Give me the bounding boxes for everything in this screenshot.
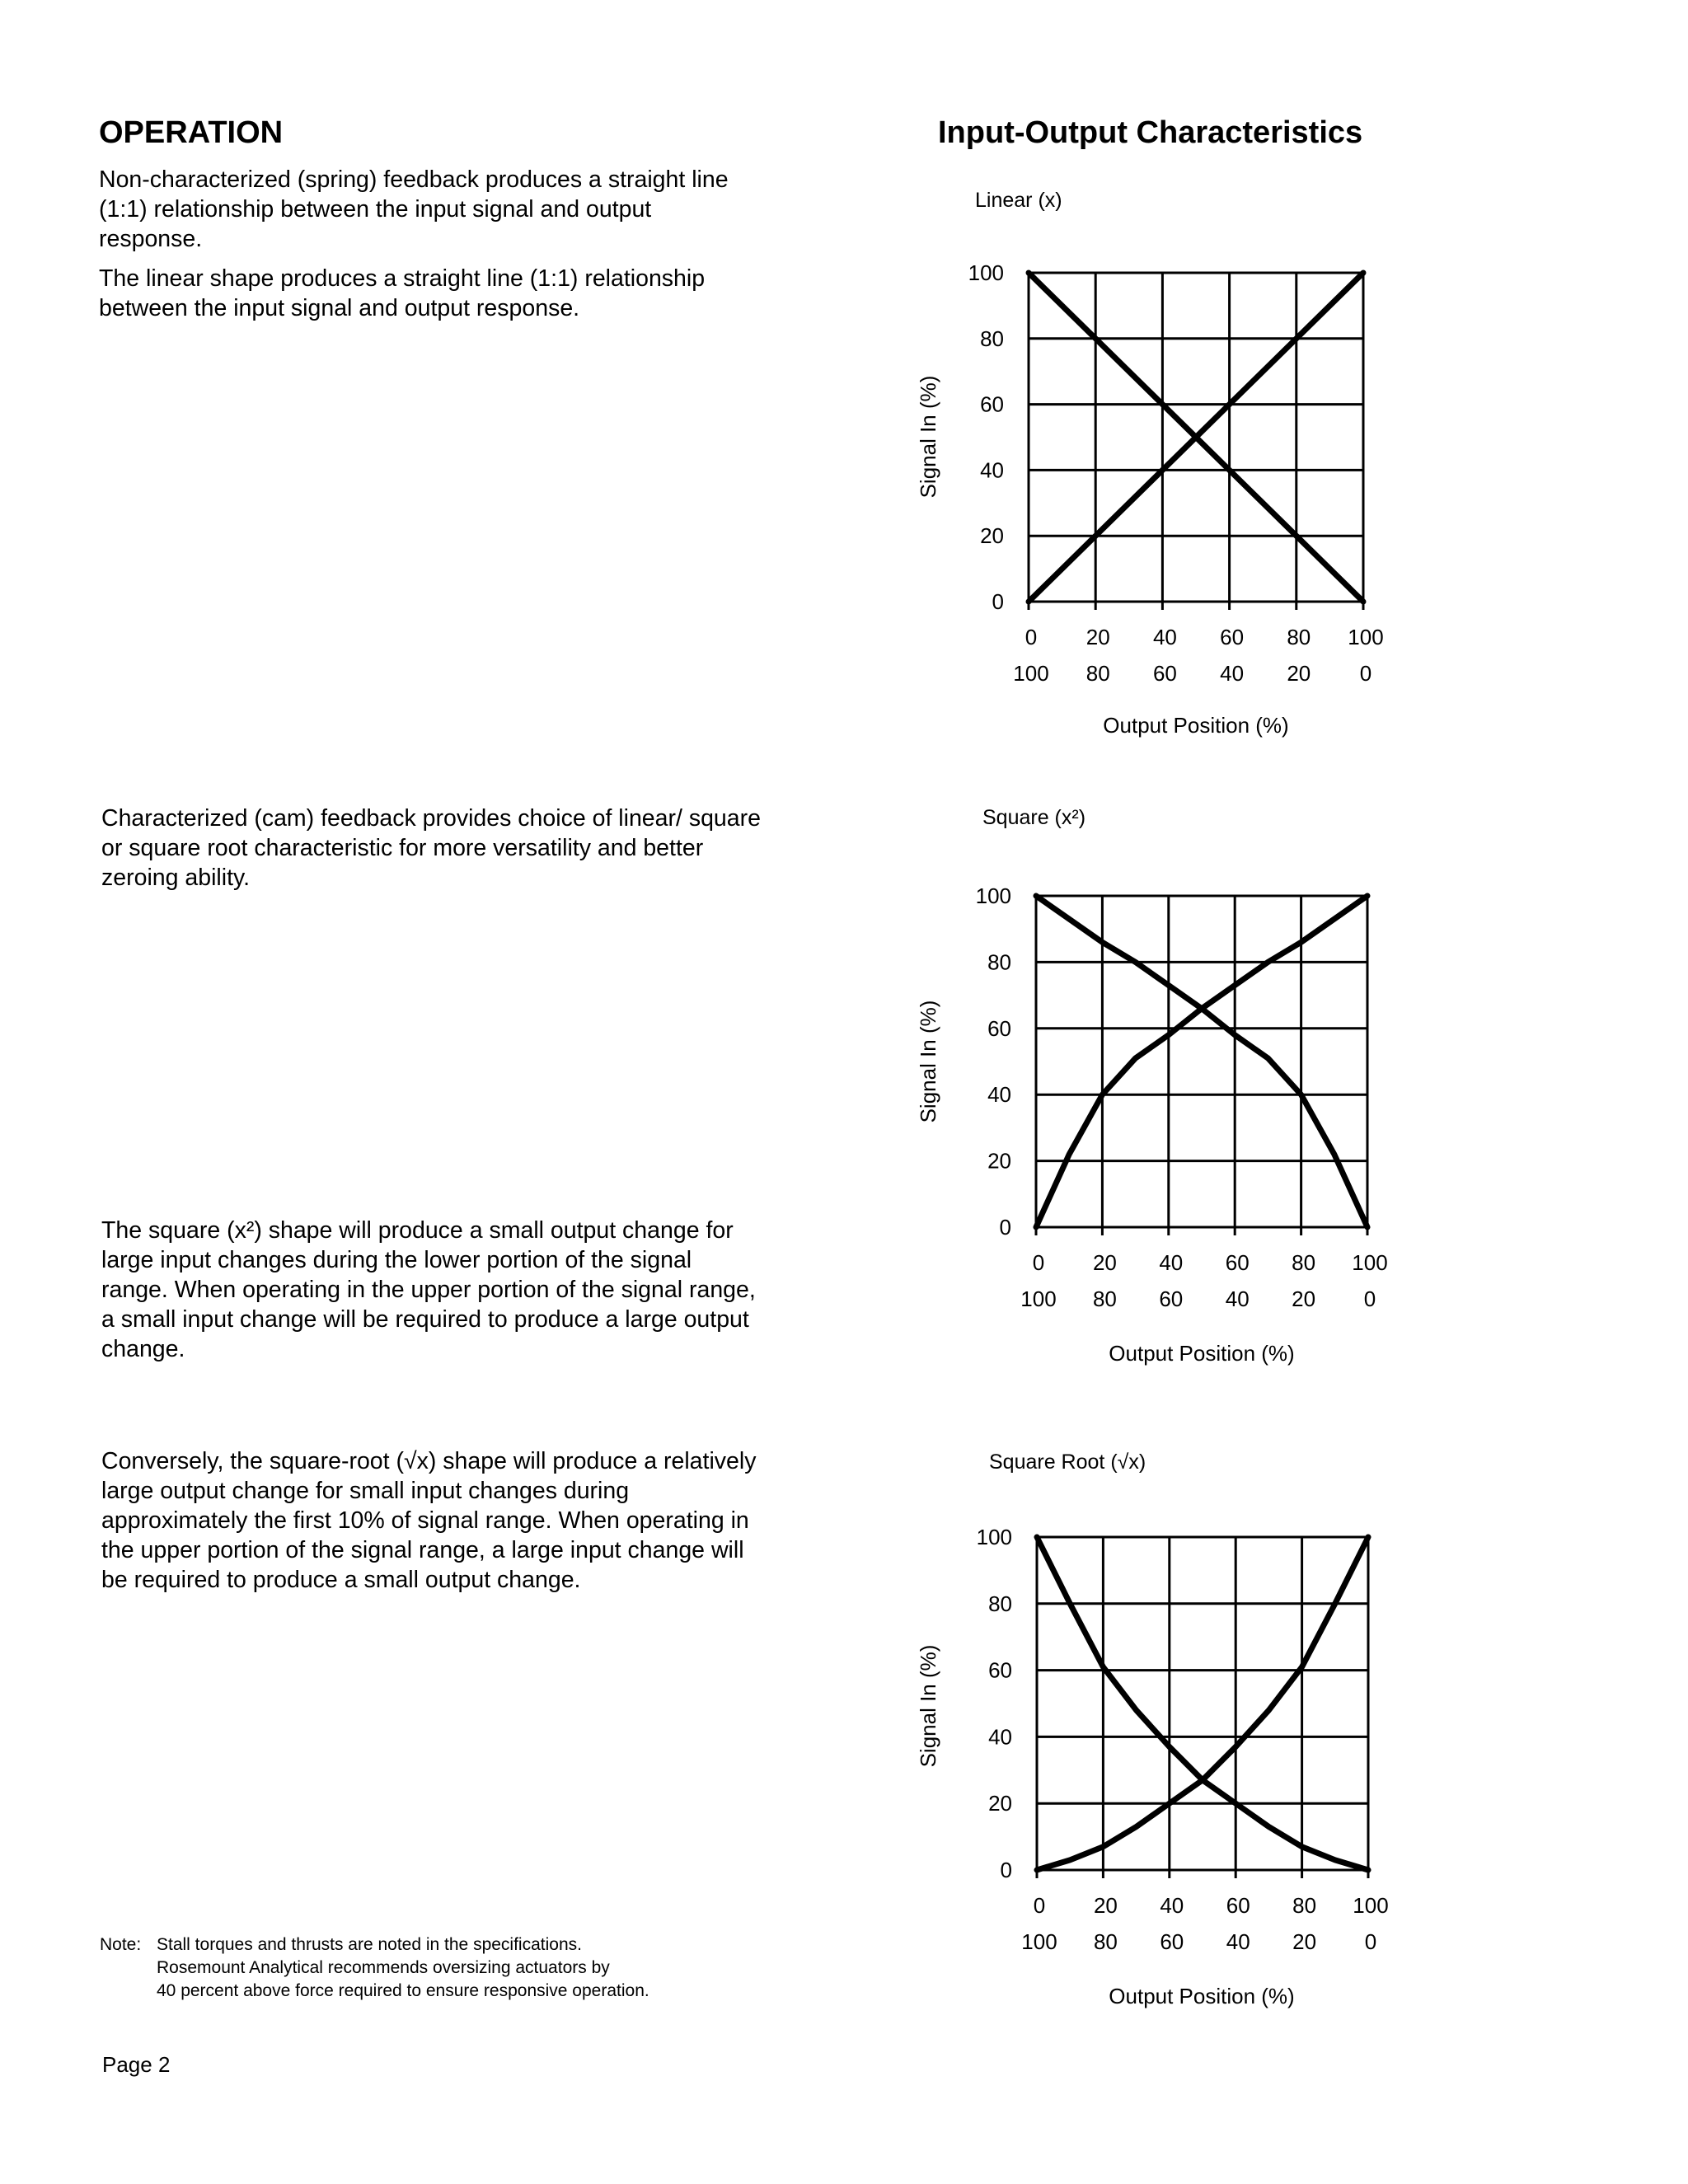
chart-linear [907,177,1418,754]
page-number: Page 2 [102,2052,171,2077]
series-line-decreasing [1036,896,1367,1227]
x-tick-label-output: 40 [1152,625,1177,649]
paragraph-spring-feedback: Non-characterized (spring) feedback produces a straight line (1:1) relationship between the input signal and output response. [99,166,729,252]
x-tick-label-reverse: 60 [1152,661,1177,686]
x-tick-label-reverse: 0 [1359,661,1372,686]
x-tick-label-reverse: 60 [1159,1286,1184,1311]
x-tick-label-output: 40 [1160,1893,1184,1918]
x-axis-label: Output Position (%) [1109,1984,1295,2008]
x-tick-label-output: 80 [1292,1893,1317,1918]
x-tick-label-output: 60 [1226,1893,1250,1918]
y-axis-label: Signal In (%) [916,1000,940,1123]
x-tick-label-output: 100 [1352,1250,1388,1275]
paragraph-cam-feedback: Characterized (cam) feedback provides choice of linear/ square or square root characteristic for more versatility and better zeroing ability. [101,805,761,891]
y-tick-label: 100 [975,883,1011,908]
y-tick-label: 80 [980,326,1004,351]
chart-title: Square (x²) [982,806,1086,829]
x-tick-label-output: 40 [1159,1250,1184,1275]
y-tick-label: 60 [980,391,1004,417]
series-line-decreasing [1037,1537,1368,1870]
x-tick-label-reverse: 20 [1287,661,1311,686]
y-tick-label: 100 [968,260,1004,285]
x-tick-label-reverse: 100 [1020,1286,1057,1311]
paragraph-square-root-shape: Conversely, the square-root (√x) shape will produce a relatively large output change for small input changes during approximately the first 10% of signal range. When operating in the upper portion of the signal range, a large input change will be required to produce a small output change. [101,1448,757,1593]
x-axis-label: Output Position (%) [1109,1341,1295,1366]
plot-area [1037,1537,1368,1878]
x-tick-label-output: 20 [1093,1893,1118,1918]
note-line: 40 percent above force required to ensure responsive operation. [157,1981,649,2000]
x-tick-label-output: 100 [1353,1893,1389,1918]
io-characteristics-heading: Input-Output Characteristics [938,115,1363,150]
chart-title: Square Root (√x) [989,1451,1146,1474]
x-tick-label-reverse: 0 [1363,1286,1376,1311]
x-tick-label-reverse: 100 [1013,661,1049,686]
x-tick-label-reverse: 80 [1092,1286,1117,1311]
x-tick-label-output: 60 [1220,625,1245,649]
paragraph-square-shape: The square (x²) shape will produce a small output change for large input changes during the lower portion of the signal range. When operating in the upper portion of the signal range, a small input change will be required to produce a large output change. [101,1217,756,1362]
chart-square-root [907,1438,1418,2015]
note-line: Stall torques and thrusts are noted in the specifications. [157,1935,582,1954]
chart-title: Linear (x) [975,189,1062,212]
y-tick-label: 0 [992,589,1004,614]
x-tick-label-output: 60 [1225,1250,1250,1275]
series-line-increasing [1037,1537,1368,1870]
paragraph-linear-shape: The linear shape produces a straight line (1:1) relationship between the input signal and output response. [99,265,706,321]
y-tick-label: 40 [980,457,1004,483]
y-axis-label: Signal In (%) [916,1644,940,1768]
x-tick-label-reverse: 60 [1160,1929,1184,1954]
operation-heading: OPERATION [99,115,284,150]
y-tick-label: 20 [987,1148,1011,1174]
x-axis-label: Output Position (%) [1103,713,1289,738]
x-tick-label-reverse: 40 [1220,661,1245,686]
note-label: Note: [100,1935,142,1954]
y-tick-label: 80 [988,1591,1012,1616]
y-tick-label: 60 [988,1657,1012,1683]
note-text [157,1933,649,2003]
x-tick-label-reverse: 0 [1364,1929,1377,1954]
note-line: Rosemount Analytical recommends oversizing actuators by [157,1958,610,1977]
x-tick-label-output: 80 [1292,1250,1316,1275]
x-tick-label-output: 20 [1085,625,1110,649]
x-tick-label-reverse: 100 [1021,1929,1057,1954]
y-tick-label: 20 [980,523,1004,549]
plot-area [1029,273,1363,610]
y-tick-label: 40 [988,1724,1012,1750]
y-tick-label: 0 [1000,1858,1012,1882]
series-line-increasing [1036,896,1367,1227]
x-tick-label-output: 0 [1025,625,1038,649]
y-tick-label: 60 [987,1015,1011,1041]
y-tick-label: 80 [987,949,1011,975]
x-tick-label-reverse: 80 [1085,661,1110,686]
x-tick-label-output: 0 [1033,1893,1046,1918]
y-tick-label: 100 [976,1525,1012,1549]
x-tick-label-output: 100 [1348,625,1384,649]
x-tick-label-reverse: 20 [1292,1929,1317,1954]
x-tick-label-output: 80 [1287,625,1311,649]
x-tick-label-output: 0 [1032,1250,1045,1275]
y-axis-label: Signal In (%) [916,375,940,499]
y-tick-label: 0 [999,1215,1011,1240]
x-tick-label-output: 20 [1092,1250,1117,1275]
x-tick-label-reverse: 40 [1226,1929,1250,1954]
y-tick-label: 40 [987,1082,1011,1108]
y-tick-label: 20 [988,1791,1012,1816]
x-tick-label-reverse: 80 [1093,1929,1118,1954]
x-tick-label-reverse: 20 [1292,1286,1316,1311]
x-tick-label-reverse: 40 [1225,1286,1250,1311]
chart-square [907,799,1418,1376]
plot-area [1036,896,1367,1235]
